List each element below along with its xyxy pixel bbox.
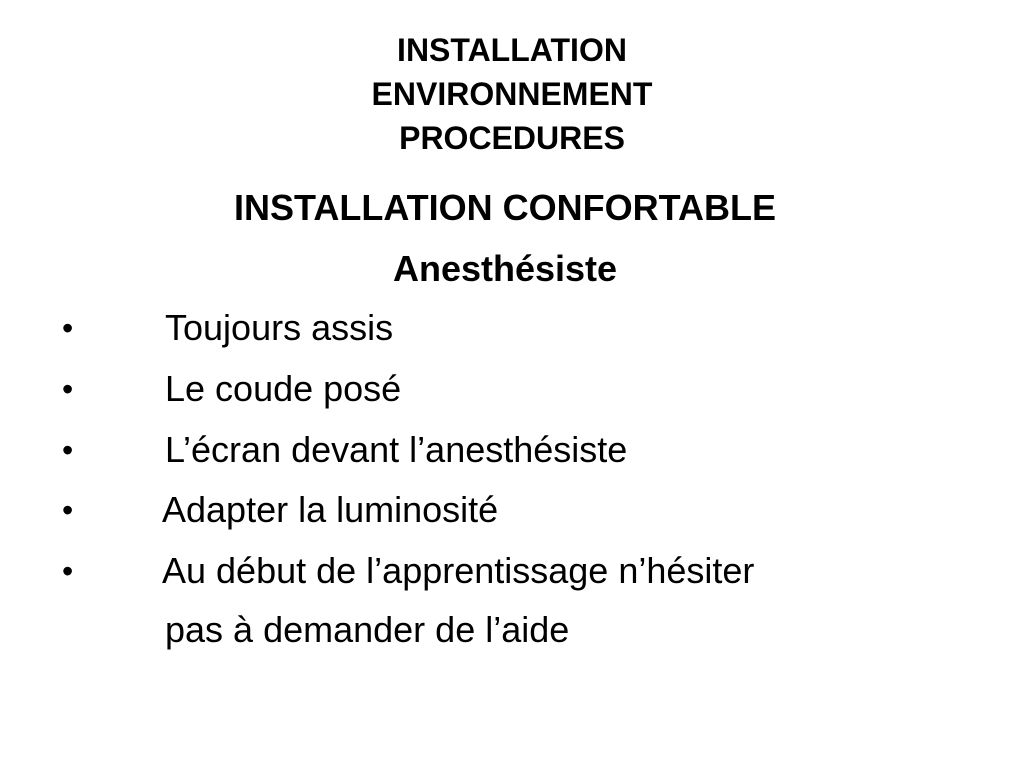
title-line: PROCEDURES [399, 120, 625, 156]
title-line: ENVIRONNEMENT [371, 76, 653, 112]
bullet-text: Toujours assis [165, 307, 394, 348]
bullet-item [0, 305, 1024, 351]
bullet-text: Le coude posé [165, 368, 402, 409]
bullet-continuation [0, 607, 1024, 653]
bullet-continuation-text: pas à demander de l’aide [165, 609, 570, 650]
bullet-text: Au début de l’apprentissage n’hésiter [162, 550, 755, 591]
bullet-text: Adapter la luminosité [162, 489, 499, 530]
bullet-marker: • [62, 492, 74, 528]
bullet-item [0, 427, 1024, 473]
section-subheading: Anesthésiste [392, 248, 618, 289]
bullet-item [0, 366, 1024, 412]
bullet-marker: • [62, 553, 74, 589]
bullet-item [0, 487, 1024, 533]
bullet-marker: • [62, 371, 74, 407]
section-heading: INSTALLATION CONFORTABLE [234, 187, 776, 228]
bullet-marker: • [62, 432, 74, 468]
bullet-text: L’écran devant l’anesthésiste [165, 429, 628, 470]
title-line: INSTALLATION [397, 32, 627, 68]
bullet-marker: • [62, 310, 74, 346]
bullet-item [0, 548, 1024, 594]
